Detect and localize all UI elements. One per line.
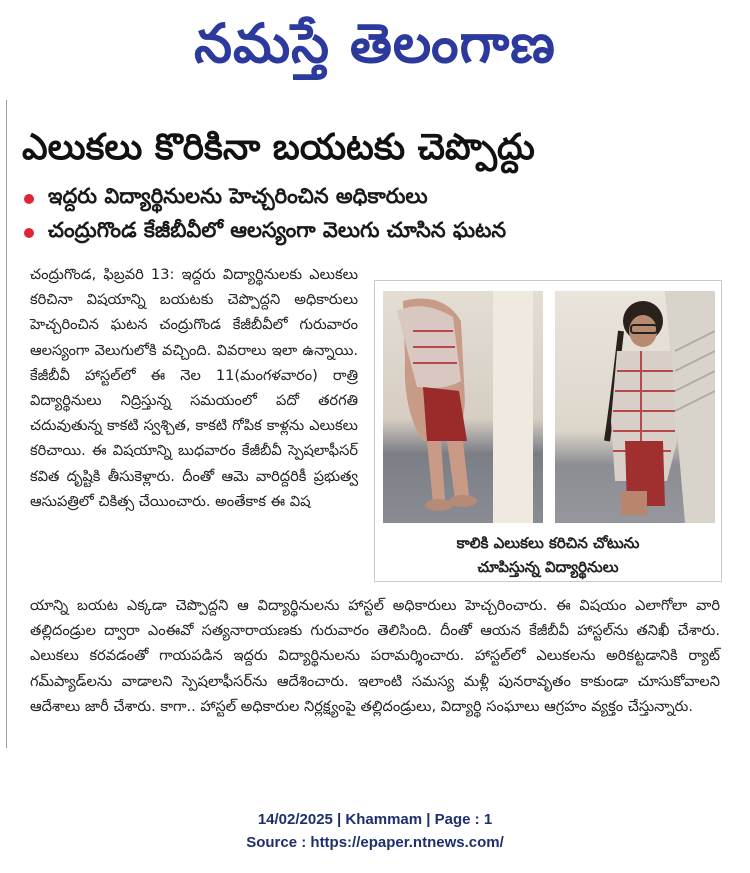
sub-headline-2	[24, 216, 714, 250]
photo-student-2	[555, 291, 715, 523]
photo-student-1	[383, 291, 543, 523]
bullet-dot-icon	[24, 194, 34, 204]
footer	[0, 808, 750, 854]
sub-headlines	[24, 182, 714, 250]
photo-box	[374, 280, 722, 582]
sub-headline-text: ఇద్దరు విద్యార్థినులను హెచ్చరించిన అధికారులు	[48, 184, 428, 208]
article-paragraph: చంద్రుగొండ, ఫిబ్రవరి 13: ఇద్దరు విద్యార్థినులకు ఎలుకలు కరిచినా విషయాన్ని బయటకు చెప్పొద్దని అధికారులు హెచ్చరించిన ఘటన చంద్రుగొండ కేజీబీవీలో గురువారం ఆలస్యంగా వెలుగులోకి వచ్చింది. వివరాలు ఇలా ఉన్నాయి. కేజీబీవీ హాస్టల్‌లో ఈ నెల 11(మంగళవారం) రాత్రి విద్యార్థినులు నిద్రిస్తున్న సమయంలో పదో తరగతి చదువుతున్న కాకటి స్వశ్చిత, కాకటి గోపిక కాళ్లను ఎలుకలు కరిచాయి. ఈ విషయాన్ని బుధవారం కేజీబీవీ స్పెషలాఫీసర్ కవిత దృష్టికి తీసుకెళ్లారు. దీంతో ఆమె వారిద్దరికీ ప్రభుత్వ ఆసుపత్రిలో చికిత్స చేయించారు. అంతేకాక ఈ విష	[30, 266, 358, 510]
sub-headline-text: చంద్రుగొండ కేజీబీవీలో ఆలస్యంగా వెలుగు చూసిన ఘటన	[48, 218, 507, 242]
article-body-wide: యాన్ని బయట ఎక్కడా చెప్పొద్దని ఆ విద్యార్థినులను హాస్టల్ అధికారులు హెచ్చరించారు. ఈ విషయం ఎలాగోలా వారి తల్లిదండ్రుల ద్వారా ఎంఈవో సత్యనారాయణకు గురువారం తెలిసింది. దీంతో ఆయన కేజీబీవీ హాస్టల్‌ను తనిఖీ చేశారు. ఎలుకలు కరవడంతో గాయపడిన ఇద్దరు విద్యార్థినులను పరామర్శించారు. హాస్టల్‌లో ఎలుకలను అరికట్టడానికి ర్యాట్ గమ్‌ప్యాడ్‌లను వాడాలని స్పెషలాఫీసర్‌ను ఆదేశించారు. ఇలాంటి సమస్య మళ్లీ పునరావృతం కాకుండా చూసుకోవాలని ఆదేశాలు జారీ చేశారు. కాగా.. హాస్టల్ అధికారుల నిర్లక్ష్యంపై తల్లిదండ్రులు, విద్యార్థి సంఘాలు ఆగ్రహం వ్యక్తం చేస్తున్నారు.	[30, 597, 720, 715]
clipping-border	[6, 100, 7, 748]
masthead-logo: నమస్తే తెలంగాణ	[194, 12, 556, 75]
footer-source: Source : https://epaper.ntnews.com/	[246, 834, 504, 851]
bullet-dot-icon	[24, 228, 34, 238]
sub-headline-1	[24, 182, 714, 216]
footer-date-edition: 14/02/2025 | Khammam | Page : 1	[257, 811, 493, 828]
news-clipping	[6, 100, 724, 748]
article-body-column	[30, 262, 358, 514]
photo-caption	[375, 531, 721, 579]
headline: ఎలుకలు కొరికినా బయటకు చెప్పొద్దు	[22, 127, 535, 168]
photo-caption-line-1: కాలికి ఎలుకలు కరిచిన చోటును	[456, 534, 640, 552]
masthead	[0, 4, 750, 86]
photo-caption-line-2: చూపిస్తున్న విద్యార్థినులు	[477, 558, 619, 576]
